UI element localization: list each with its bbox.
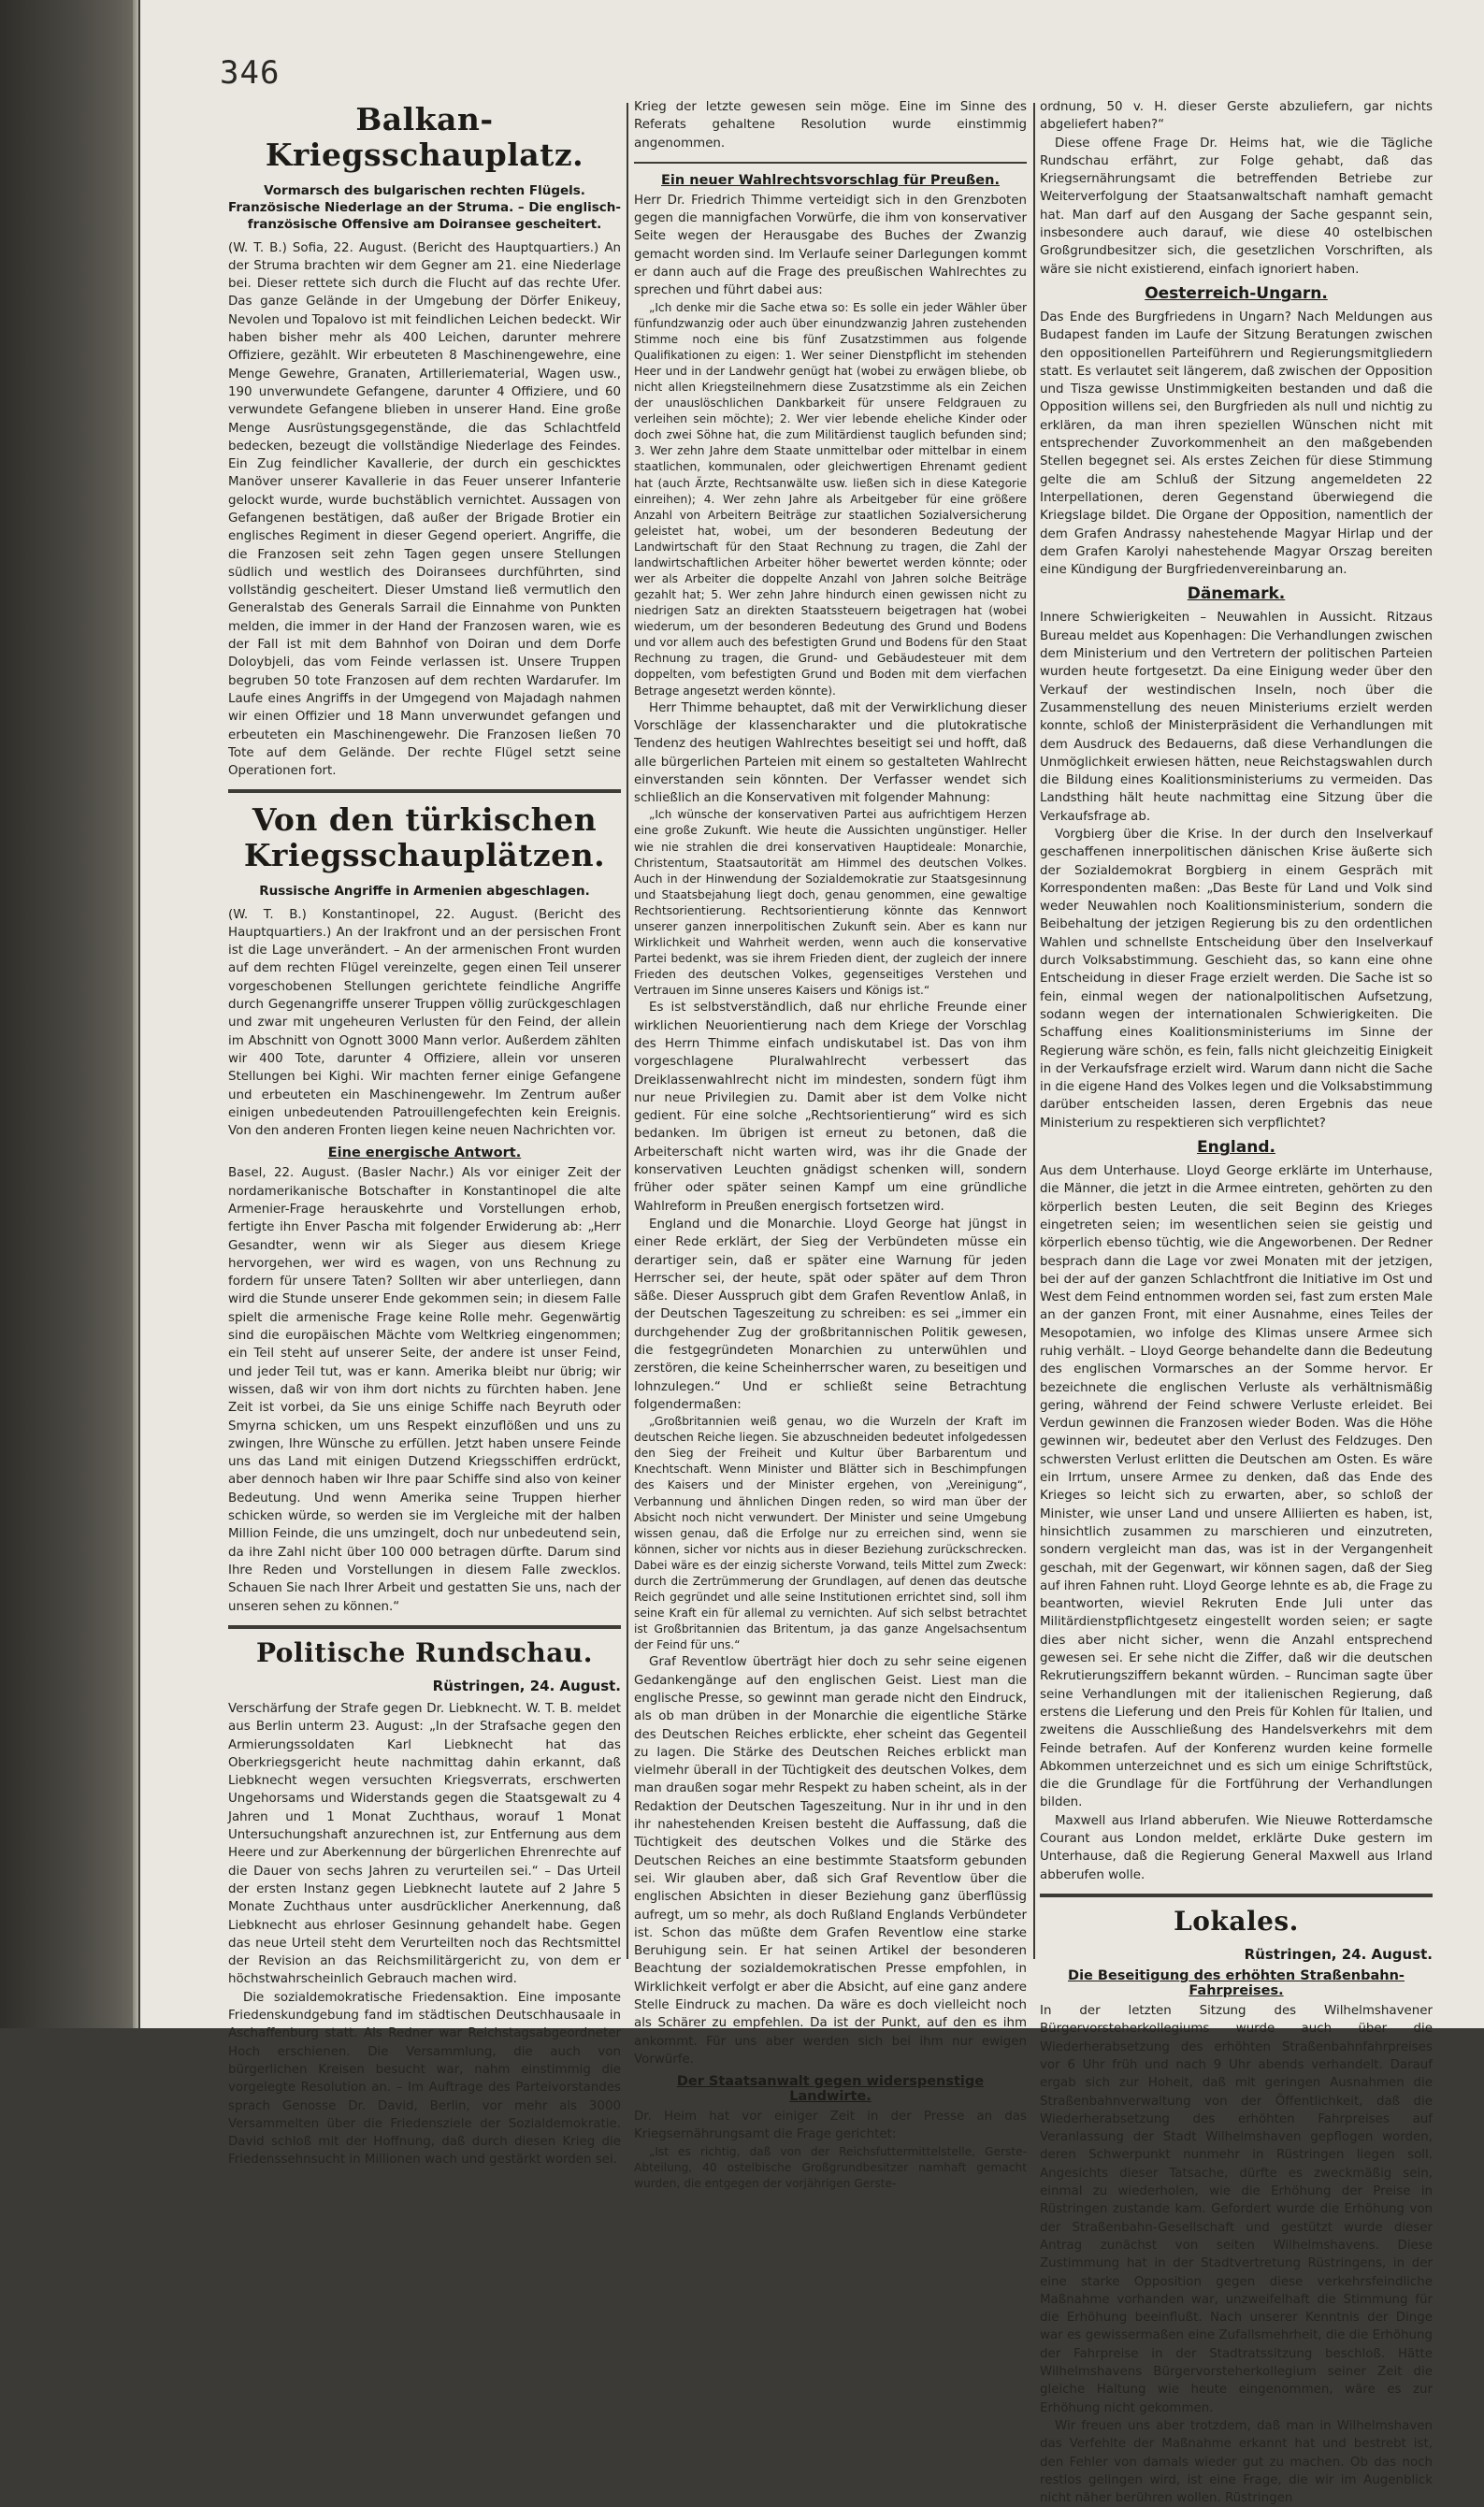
article-wahlrecht-text: Herr Dr. Friedrich Thimme verteidigt sich in den Grenzboten gegen die mannigfachen Vorwürfe, die ihm von konservativer Seite wegen der Herausgabe des Buches der Zwanzig gemacht worden sind. Im Verlaufe seiner Darlegungen kommt er dann auch auf die Frage des preußischen Wahlrechtes zu sprechen und führt dabei aus:: [634, 193, 1027, 298]
article-monarchie-text-2: Graf Reventlow überträgt hier doch zu sehr seine eigenen Gedankengänge auf den englischen Geist. Liest man die englische Presse, so gewinnt man gerade nicht den Eindruck, als ob man drüben in der Monarchie die eigentliche Stärke des Deutschen Reiches erblickte, eher scheint das Gegenteil zu lagen. Die Stärke des Deutschen Reiches erblickt man vielmehr überall in der Tüchtigkeit des deutschen Volkes, dem man draußen sogar mehr Respekt zu haben scheint, als in der Redaktion der Deutschen Tageszeitung. Nur in ihr und in den ihr nahestehenden Kreisen besteht die Auffassung, daß die Tüchtigkeit des deutschen Volkes und die Stärke des Deutschen Reiches an eine bestimmte Staatsform gebunden sei. Wir glauben aber, daß sich Graf Reventlow über die englischen Absichten in dieser Beziehung ganz überflüssig aufregt, um so mehr, als doch Rußland Englands Verbündeter ist. Schon das müßte dem Grafen Reventlow eine starke Beruhigung sein. Er hat seinen Artikel der besonderen Beachtung der sozialdemokratischen Presse empfohlen, in Wirklichkeit verfolgt er aber die Absicht, auf eine ganz andere Stelle Eindruck zu machen. Da wäre es doch vielleicht noch als Schärer zu empfehlen. Da ist der Punkt, auf den es ihm ankommt. Für uns aber werden sich bei ihm nur ewigen Vorwürfe.: [634, 1655, 1027, 2067]
headline-lokales: Lokales.: [1174, 1905, 1299, 1937]
article-burgfrieden-text: Das Ende des Burgfriedens in Ungarn? Nach Meldungen aus Budapest fanden im Laufe der Sitzung Beratungen zwischen den oppositionellen Parteiführern und Regierungsmitgliedern statt. Es verlautet seit längerem, daß zwischen der Opposition und Tisza gewisse Unstimmigkeiten bestanden und daß die Opposition willens sei, den Burgfrieden als null und nichtig zu erklären, da man ihren speziellen Wünschen nicht mit entsprechender Zuvorkommenheit an den maßgebenden Stellen begegnet sei. Als erstes Zeichen für diese Stimmung gelte die am Schluß der Sitzung angemeldeten 22 Interpellationen, deren Gegenstand überwiegend die Kriegslage bildet. Die Organe der Opposition, namentlich der dem Grafen Andrassy nahestehende Magyar Hirlap und der dem Grafen Karolyi nahestehende Magyar Orszag bereiten eine Kündigung der Burgfriedenvereinbarung an.: [1040, 310, 1433, 578]
section-divider: [228, 789, 621, 793]
dateline-lokales: Rüstringen, 24. August.: [1244, 1946, 1433, 1964]
article-liebknecht-text: Verschärfung der Strafe gegen Dr. Liebknecht. W. T. B. meldet aus Berlin unterm 23. August: „In der Strafsache gegen den Armierungssoldaten Karl Liebknecht hat das Oberkriegsgericht heute nachmittag dahin erkannt, daß Liebknecht wegen versuchten Kriegsverrats, erschwerten Ungehorsams und Widerstands gegen die Staatsgewalt zu 4 Jahren und 1 Monat Zuchthaus, worauf 1 Monat Untersuchungshaft anzurechnen ist, zur Entfernung aus dem Heere und zur Aberkennung der bürgerlichen Ehrenrechte auf die Dauer von sechs Jahren zu verurteilen sei.“ – Das Urteil der ersten Instanz gegen Liebknecht lautete auf 2 Jahre 5 Monate Zuchthaus unter ausdrücklicher Anerkennung, daß Liebknecht aus ehrloser Gesinnung gehandelt habe. Gegen das neue Urteil steht dem Verurteilten noch das Rechtsmittel der Revision an das Reichsmilitärgericht zu, von dem er höchstwahrscheinlich Gebrauch machen wird.: [228, 1702, 621, 1987]
article-turkish-text: (W. T. B.) Konstantinopel, 22. August. (Bericht des Hauptquartiers.) An der Irakfront und an der persischen Front ist die Lage unverändert. – An der armenischen Front wurden auf dem rechten Flügel vereinzelte, gegen einen Teil unserer vorgeschobenen Stellungen gerichtete feindliche Angriffe durch Gegenangriffe unserer Truppen völlig zurückgeschlagen und zwar mit ungeheuren Verlusten für den Feind, der allein im Abschnitt von Ognott 3000 Mann verlor. Außerdem zählten wir 400 Tote, darunter 4 Offiziere, allein vor unseren Stellungen bei Kighi. Wir machten ferner einige Gefangene und erbeuteten ein Maschinengewehr. Im Zentrum außer einigen unbedeutenden Patrouillengefechten kein Ereignis. Von den anderen Fronten liegen keine neuen Nachrichten vor.: [228, 907, 621, 1139]
book-binding: [0, 0, 138, 2028]
column-1: [228, 98, 621, 2168]
article-wahlrecht-text-2: Herr Thimme behauptet, daß mit der Verwirklichung dieser Vorschläge der klassencharakter und die plutokratische Tendenz des heutigen Wahlrechtes beseitigt sei und hofft, daß alle bürgerlichen Parteien mit einem so gestalteten Wahlrecht einverstanden sein könnten. Der Verfasser wendet sich schließlich an die Konservativen mit folgender Mahnung:: [634, 700, 1027, 806]
article-monarchie-text: England und die Monarchie. Lloyd George hat jüngst in einer Rede erklärt, der Sieg der Verbündeten müsse ein derartiger sein, daß er später eine Warnung für jeden Herrscher sei, der heute, spät oder später auf dem Thron säße. Dieser Ausspruch gibt dem Grafen Reventlow Anlaß, in der Deutschen Tageszeitung zu schreiben: es sei „immer ein durchgehender Zug der großbritannischen Politik gewesen, die festgegründeten Monarchien zu unterwühlen und zerstören, die keine Scheinherrscher waren, zu beseitigen und lohnzulegen.“ Und er schließt seine Betrachtung folgendermaßen:: [634, 1217, 1027, 1412]
article-title-strassenbahn: Die Beseitigung des erhöhten Straßenbahn-Fahrpreises.: [1068, 1968, 1405, 1999]
article-wahlrecht-quote-2: „Ich wünsche der konservativen Partei aus aufrichtigem Herzen eine große Zukunft. Wie heute die Aussichten ungünstiger. Heller wie nie strahlen die drei konservativen Hauptideale: Monarchie, Christentum, Staatsautorität am Himmel des deutschen Volkes. Auch in der Hinwendung der Sozialdemokratie zur Staatsgesinnung und Staatsbejahung liegt doch, genau genommen, eine gewaltige Rechtsorientierung. Rechtsorientierung könnte das Kennwort unserer ganzen innerpolitischen Zukunft sein. Aber es kann nur Wirklichkeit und Wahrheit werden, wenn auch die konservative Partei bedenkt, was sie ihrem Frieden dient, der zugleich der innere Frieden des deutschen Volkes, gegenseitiges Verstehen und Vertrauen im Sinne unseres Kaisers und Königs ist.“: [634, 808, 1027, 998]
article-staatsanwalt-quote: „Ist es richtig, daß von der Reichsfuttermittelstelle, Gerste-Abteilung, 40 ostelbische Großgrundbesitzer namhaft gemacht wurden, die entgegen der vorjährigen Gerste-: [634, 2144, 1027, 2190]
article-heim-text: Diese offene Frage Dr. Heims hat, wie die Tägliche Rundschau erfährt, zur Folge gehabt, daß das Kriegsernährungsamt die betreffenden Betriebe zur Weiterverfolgung der Staatsanwaltschaft namhaft gemacht hat. Man darf auf den Ausgang der Sache gespannt sein, insbesondere auch darauf, wie diese 40 ostelbischen Großgrundbesitzer sich, die gesetzlichen Vorschriften, als wäre sie nicht existierend, einfach ignoriert haben.: [1040, 136, 1433, 277]
article-balkan-text: (W. T. B.) Sofia, 22. August. (Bericht des Hauptquartiers.) An der Struma brachten wir dem Gegner am 21. eine Niederlage bei. Dieser rettete sich durch die Flucht auf das rechte Ufer. Das ganze Gelände in der Umgebung der Dörfer Enikeuy, Nevolen und Topalovo ist mit feindlichen Leichen bedeckt. Wir haben bisher mehr als 400 Leichen, darunter mehrere Offiziere, gezählt. Wir erbeuteten 8 Maschinengewehre, eine Menge Gewehre, Granaten, Artilleriematerial, Wagen usw., 190 unverwundete Gefangene, darunter 4 Offiziere, und 60 verwundete Gefangene blieben in unserer Hand. Eine große Menge Ausrüstungsgegenstände, die das Schlachtfeld bedecken, bezeugt die vollständige Niederlage des Feindes. Ein Zug feindlicher Kavallerie, der durch ein geschicktes Manöver unserer Kavallerie in das Feuer unserer Infanterie gelockt wurde, wurde buchstäblich vernichtet. Aussagen von Gefangenen bestätigen, daß außer der Brigade Brotier ein englisches Regiment in dieser Gegend operiert. Angriffe, die die Franzosen seit zehn Tagen gegen unsere Stellungen südlich und westlich des Doiransees durchführten, sind vollständig gescheitert. Dieser Umstand ließ vermutlich den Generalstab des Generals Sarrail die Einnahme von Punkten melden, die immer in der Hand der Franzosen waren, wie es der Fall ist mit dem Bahnhof von Doiran und dem Dorfe Doloybjeli, das vom Feinde verlassen ist. Unsere Truppen begruben 50 tote Franzosen auf dem rechten Wardarufer. Im Laufe eines Angriffs in der Umgegend von Majadagh nahmen wir einen Offizier und 18 Mann unverwundet gefangen und erbeuteten ein Maschinengewehr. Die Franzosen ließen 70 Tote auf dem Gelände. Der rechte Flügel setzt seine Operationen fort.: [228, 240, 621, 779]
article-daenemark-text: Innere Schwierigkeiten – Neuwahlen in Aussicht. Ritzaus Bureau meldet aus Kopenhagen: Die Verhandlungen zwischen dem Ministerium und den Vertretern der politischen Parteien wurden heute fortgesetzt. Da eine Einigung weder über den Verkauf der westindischen Inseln, noch über die Zusammenstellung des neuen Ministeriums erzielt werden konnte, schloß der Ministerpräsident die Verhandlungen mit dem Ausdruck des Bedauerns, daß diese Verhandlungen die Unmöglichkeit erwiesen hätten, neue Reichstagswahlen durch die Bildung eines Koalitionsministeriums zu vermeiden. Das Landsthing hält heute nachmittag eine Sitzung über die Verkaufsfrage ab.: [1040, 611, 1433, 824]
headline-turkish-fronts: Von den türkischen Kriegsschauplätzen.: [243, 801, 606, 874]
continuation-text: Krieg der letzte gewesen sein möge. Eine im Sinne des Referats gehaltene Resolution wurde einstimmig angenommen.: [634, 100, 1027, 151]
continuation-text: ordnung, 50 v. H. dieser Gerste abzuliefern, gar nichts abgeliefert haben?“: [1040, 100, 1433, 133]
section-england: England.: [1197, 1138, 1275, 1158]
dateline-rundschau: Rüstringen, 24. August.: [432, 1678, 621, 1694]
column-rule-2: [1033, 103, 1035, 1959]
headline-balkan: Balkan-Kriegsschauplatz.: [265, 101, 584, 173]
newspaper-page: [140, 0, 1484, 2506]
subheadline-turkish-fronts: Russische Angriffe in Armenien abgeschlagen.: [259, 884, 590, 900]
section-divider: [1040, 1894, 1433, 1897]
article-monarchie-quote: „Großbritannien weiß genau, wo die Wurzeln der Kraft im deutschen Reiche liegen. Sie abzuschneiden bedeutet infolgedessen den Sieg der Freiheit und Kultur über Barbarentum und Knechtschaft. Wenn Minister und Blätter sich in Beschimpfungen des Kaisers und der Minister ergehen, von „Vereinigung“, Verbannung und ähnlichen Dingen reden, so wird man über der Absicht noch nicht verwundert. Der Minister und seine Umgebung wissen genau, daß die Erfolge nur zu erreichen sind, wenn sie können, sicher vor nichts aus in dieser Beziehung zurückschrecken. Dabei wäre es der einzig sicherste Vorwand, teils Mittel zum Zweck: durch die Zertrümmerung der Grundlagen, auf denen das deutsche Reich gegründet und alle seine Institutionen errichtet sind, soll ihm seine Kraft ein für allemal zu vernichten. Auf sich selbst betrachtet ist Großbritannien das Britentum, ja das ganze Angelsachsentum der Feind für uns.“: [634, 1415, 1027, 1652]
article-wahlrecht-quote: „Ich denke mir die Sache etwa so: Es solle ein jeder Wähler über fünfundzwanzig oder auch über einundzwanzig Jahren zustehenden Stimme noch eine bis fünf Zusatzstimmen aus folgende Qualifikationen zu eigen: 1. Wer seiner Dienstpflicht im stehenden Heer und in der Landwehr genügt hat (wobei zu erwägen bliebe, ob nicht allen Kriegsteilnehmern diese Zusatzstimme als ein Zeichen der unauslöschlichen Dankbarkeit für unsere Feldgrauen zu verleihen sein möchte); 2. Wer vier lebende eheliche Kinder oder doch zwei Söhne hat, die zum Militärdienst tauglich befunden sind; 3. Wer zehn Jahre dem Staate unmittelbar oder mittelbar in einem staatlichen, kommunalen, oder gleichwertigen Ehrenamt gedient hat (auch Ärzte, Rechtsanwälte usw. ließen sich in diese Kategorie einreihen); 4. Wer zehn Jahre als Arbeitgeber für eine größere Anzahl von Arbeitern Beiträge zur staatlichen Sozialversicherung geleistet hat, wobei, um der besonderen Bedeutung der Landwirtschaft für den Staat Rechnung zu tragen, die Zahl der landwirtschaftlichen Arbeiter höher bewertet werden könnte; oder wer als Arbeiter die doppelte Anzahl von Jahren solche Beiträge gezahlt hat; 5. Wer zehn Jahre hindurch einen gewissen nicht zu niedrigen Satz an direkten Staatssteuern beigetragen hat (wobei wiederum, um der besonderen Bedeutung des Grund und Bodens und vor allem auch des befestigten Grund und Bodens für den Staat Rechnung zu tragen, die Grund- und Gebäudesteuer mit dem doppelten, vom befestigten Grund und Boden mit dem vierfachen Betrage angesetzt werden könnte).: [634, 300, 1027, 698]
column-3: [1040, 98, 1433, 2506]
section-divider: [228, 1625, 621, 1629]
article-unterhaus-text: Aus dem Unterhause. Lloyd George erklärte im Unterhause, die Männer, die jetzt in die Armee eintreten, gehörten zu den körperlich besten Leuten, die seit Beginn des Krieges eingetreten seien; im wesentlichen seien sie geistig und körperlich ebenso tüchtig, wie die Angeworbenen. Der Redner besprach dann die Lage vor zwei Monaten mit der jetzigen, bei der auf der ganzen Schlachtfront die Initiative im Ost und West dem Feind entnommen worden sei, fast zum ersten Male an der ganzen Front, mit einer Ausnahme, eines Teiles der Mesopotamien, wo infolge des Klimas unsere Armee sich ruhig verhält. – Lloyd George behandelte dann die Bedeutung des englischen Vormarsches an der Somme hervor. Er bezeichnete die englischen Verluste als verhältnismäßig gering, während der Feind schwere Verluste erleidet. Bei Verdun gewinnen die Franzosen wieder Boden. Was die Höhe gewinnen wir, bedeutet aber den Verlust des Feldzuges. Den schwersten Verlust erlitten die Deutschen am Osten. Es wäre ein Irrtum, unsere Armee zu denken, daß das Ende des Krieges so leicht sich zu erwarten, aber, so schloß der Minister, wie unser Land und unsere Alliierten es haben, ist, hinsichtlich zusammen zu marschieren und einzutreten, sondern vergleicht man das, was ist in der Vergangenheit geschah, mit der Gegenwart, wir können sagen, daß der Sieg auf ihren Fahnen ruht. Lloyd George lehnte es ab, die Frage zu beantworten, wieviel Rekruten Ende Juli unter das Militärdienstpflichtgesetz eingestellt worden seien; er sagte dies aber nicht sicher, wenn die Anzahl entsprechend gewesen sei. Er sehe nicht die Ziffer, daß wir die deutschen Rekrutierungsziffern bekannt würden. – Runciman sagte über seine Verhandlungen mit der italienischen Regierung, daß erstens die Lieferung und den Preis für Kohlen für Italien, und zweitens die Ausschließung des Handelsverkehrs mit dem Feinde betrafen. Auf der Konferenz wurden keine formelle Abkommen unterzeichnet und es sich um einige Schriftstück, die die Grundlage für die Fortführung der Verhandlungen bilden.: [1040, 1164, 1433, 1810]
headline-politische-rundschau: Politische Rundschau.: [255, 1636, 594, 1668]
column-2: [634, 98, 1027, 2190]
section-oesterreich-ungarn: Oesterreich-Ungarn.: [1145, 283, 1328, 303]
page-number: 346: [220, 54, 281, 92]
article-title-wahlrecht: Ein neuer Wahlrechtsvorschlag für Preußen.: [661, 172, 1000, 188]
subheadline-balkan: Vormarsch des bulgarischen rechten Flügels. Französische Niederlage an der Struma. – Die englisch-französische Offensive am Doiransee gescheitert.: [228, 182, 621, 233]
article-staatsanwalt-text: Dr. Heim hat vor einiger Zeit in der Presse an das Kriegsernährungsamt die Frage gerichtet:: [634, 2110, 1027, 2142]
article-title-staatsanwalt: Der Staatsanwalt gegen widerspenstige Landwirte.: [676, 2074, 985, 2105]
article-strassenbahn-text: In der letzten Sitzung des Wilhelmshavener Bürgervorsteherkollegiums wurde auch über die Wiederherabsetzung des erhöhten Straßenbahnfahrpreises vor 6 Uhr früh und nach 9 Uhr abends verhandelt. Darauf ergab sich zur Hoheit, daß mit geringen Ausnahmen die Straßenbahnverwaltung von der Öffentlichkeit, daß die Wiederherabsetzung des erhöhten Fahrpreises auf Veranlassung der Stadt Wilhelmshaven gepflogen worden, deren Schwerpunkt nunmehr in Rüstringen liegen soll. Angesichts dieser Tatsache, dürfte es zweckmäßig sein, einmal zu wiederholen, wie die Erhöhung der Preise in Rüstringen zustande kam. Gefordert wurde die Erhöhung von der Straßenbahn-Gesellschaft und gestützt wurde dieser Antrag zunächst von seiten Wilhelmshavens. Diese Zustimmung hat in der Stadtvertretung Rüstringens, in der eine starke Opposition gegen diese verkehrsfeindliche Maßnahme vorhanden war, unzweifelhaft die Stimmung für die Erhöhung beeinflußt. Nach unserer Kenntnis der Dinge war es gewissermaßen eine Zufallsmehrheit, die die Erhöhung der Fahrpreise in der Stadtratssitzung beschloß. Hätte Wilhelmshavens Bürgervorsteherkollegium seiner Zeit die gleiche Haltung wie heute eingenommen, wäre es zur Erhöhung nicht gekommen.: [1040, 2004, 1433, 2415]
article-borgbierg-text: Vorgbierg über die Krise. In der durch den Inselverkauf geschaffenen innerpolitischen dänischen Krise äußerte sich der Sozialdemokrat Borgbierg in einem Gespräch mit Korrespondenten maßen: „Das Beste für Land und Volk sind weder Neuwahlen noch Koalitionsministerium, sondern die Beibehaltung der jetzigen Regierung bis zu den ordentlichen Wahlen und schnellste Entscheidung über den Inselverkauf durch Volksabstimmung. Geschieht das, so kann eine ohne Entscheidung in dieser Frage erzielt werden. Die Sache ist so fein, einmal wegen der nationalpolitischen Aufsetzung, sodann wegen der internationalen Schwierigkeiten. Die Schaffung eines Koalitionsministeriums im Sinne der Regierung wäre schön, es fein, falls nicht gleichzeitig Einigkeit in der Verkaufsfrage erzielt wird. Warum dann nicht die Sache in die eigene Hand des Volkes legen und die Volksabstimmung darüber entscheiden lassen, deren Ergebnis das neue Ministerium zu respektieren sich verpflichtet?: [1040, 827, 1433, 1131]
article-friedensaktion-text: Die sozialdemokratische Friedensaktion. Eine imposante Friedenskundgebung fand im städtischen Deutschhausaale in Aschaffenburg statt. Als Redner war Reichstagsabgeordneter Hoch erschienen. Die Versammlung, die auch von bürgerlichen Kreisen besucht war, nahm einstimmig die vorgelegte Resolution an. – Im Auftrage des Parteivorstandes sprach Genosse Dr. David, Berlin, vor mehr als 3000 Versammelten über die Friedensziele der Sozialdemokratie. David schloß mit der Hoffnung, daß durch diesen Krieg die Friedenssehnsucht in Millionen wach und gestärkt worden sei.: [228, 1990, 621, 2168]
article-wahlrecht-text-3: Es ist selbstverständlich, daß nur ehrliche Freunde einer wirklichen Neuorientierung nach dem Kriege der Vorschlag des Herrn Thimme einfach undiskutabel ist. Das von ihm vorgeschlagene Pluralwahlrecht verbessert das Dreiklassenwahlrecht nicht im mindesten, sondern fügt ihm nur neue Privilegien zu. Damit aber ist dem Volke nicht gedient. Für eine solche „Rechtsorientierung“ wird es sich bedanken. Im übrigen ist erneut zu betonen, daß die Arbeiterschaft nicht warten wird, was ihr die Gnade der konservativen Leuchten gnädigst schenken will, sondern früher oder später seinen Kampf um eine gründliche Wahlreform in Preußen energisch fortsetzen wird.: [634, 1001, 1027, 1214]
article-answer-text: Basel, 22. August. (Basler Nachr.) Als vor einiger Zeit der nordamerikanische Botschafter in Konstantinopel die alte Armenier-Frage herauskehrte und Vorstellungen erhob, fertigte ihn Enver Pascha mit folgender Erwiderung ab: „Herr Gesandter, wenn wir als Sieger aus diesem Kriege hervorgehen, wer wird es wagen, von uns Rechnung zu fordern für unsere Taten? Sollten wir aber unterliegen, dann wird die Stunde unserer Ende gekommen sein; in diesem Falle spielt die armenische Frage keine Rolle mehr. Gegenwärtig sind die europäischen Mächte vom Weltkrieg eingenommen; ein Teil steht auf unserer Seite, der andere ist unser Feind, und jeder Teil tut, was er kann. Amerika bleibt nur übrig; wir wissen, daß wir von ihm dort nichts zu fürchten haben. Jene Zeit ist vorbei, da Sie uns einige Schiffe nach Beyruth oder Smyrna schicken, um uns Respekt einzuflößen und uns zu zwingen, Ihre Wünsche zu erfüllen. Jetzt haben unsere Feinde uns das Land mit einigen Dutzend Kriegsschiffen erdrückt, aber dennoch haben wir Ihre paar Schiffe sind also von keiner Bedeutung. Und wenn Amerika seine Truppen hierher schicken würde, so werden sie im Vergleiche mit der halben Million Feinde, die uns umzingelt, doch nur unbedeutend sein, da ihre Zahl nicht über 100 000 betragen dürfte. Darum sind Ihre Reden und Vorstellungen in diesem Falle zwecklos. Schauen Sie nach Ihrer Arbeit und gestatten Sie uns, nach der unseren sehen zu können.“: [228, 1166, 621, 1614]
article-title-answer: Eine energische Antwort.: [327, 1145, 522, 1161]
section-daenemark: Dänemark.: [1187, 584, 1286, 604]
article-maxwell-text: Maxwell aus Irland abberufen. Wie Nieuwe Rotterdamsche Courant aus London meldet, erklärte Duke gestern im Unterhause, daß die Regierung General Maxwell aus Irland abberufen wolle.: [1040, 1813, 1433, 1882]
column-rule-1: [627, 103, 628, 1959]
article-divider: [634, 162, 1027, 164]
article-strassenbahn-text-2: Wir freuen uns aber trotzdem, daß man in Wilhelmshaven das Verfehlte der Maßnahme erkannt hat und bestrebt ist, den Fehler von damals wieder gut zu machen. Ob das noch restlos gelingen wird, ist eine Frage, die wir im Augenblick nicht näher berühren wollen. Rüstringen: [1040, 2418, 1433, 2506]
